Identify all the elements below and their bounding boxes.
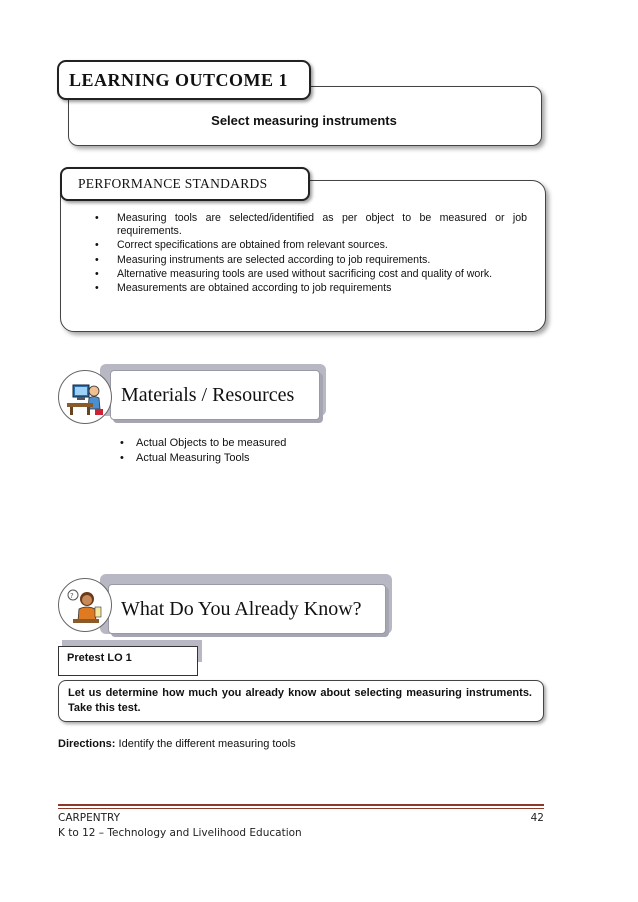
- footer-rule: [58, 804, 544, 806]
- directions-label: Directions:: [58, 738, 116, 750]
- list-item: • Alternative measuring tools are used without sacrificing cost and quality of work.: [95, 267, 493, 280]
- bullet-icon: •: [95, 212, 99, 224]
- materials-list: [120, 436, 286, 466]
- bullet-icon: •: [95, 253, 99, 266]
- footer-subject: CARPENTRY: [58, 812, 121, 824]
- list-item: • Actual Measuring Tools: [120, 452, 250, 464]
- bullet-icon: •: [95, 282, 99, 295]
- svg-text:?: ?: [70, 592, 74, 600]
- list-item: • Measuring instruments are selected according to job requirements.: [95, 253, 431, 266]
- pretest-text: Let us determine how much you already know about selecting measuring instruments. Take this test.: [68, 687, 532, 714]
- page-number: 42: [530, 812, 544, 824]
- bullet-icon: •: [95, 267, 99, 280]
- student-thinking-icon: [59, 579, 111, 631]
- list-item: • Correct specifications are obtained from relevant sources.: [95, 239, 388, 252]
- bullet-icon: •: [120, 452, 124, 464]
- performance-standards-list: [95, 212, 527, 296]
- list-item: • Actual Objects to be measured: [120, 437, 287, 449]
- directions: [58, 738, 296, 750]
- list-item: • Measuring tools are selected/identified as per object to be measured or job requirements.: [95, 212, 527, 238]
- bullet-icon: •: [120, 437, 124, 449]
- learning-outcome-tab: LEARNING OUTCOME 1: [57, 60, 311, 100]
- learning-outcome-subtitle: Select measuring instruments: [211, 113, 397, 128]
- footer-program: K to 12 – Technology and Livelihood Education: [58, 827, 302, 839]
- materials-title: Materials / Resources: [110, 370, 320, 420]
- know-title: What Do You Already Know?: [108, 584, 386, 634]
- bullet-icon: •: [95, 239, 99, 252]
- footer-rule-thin: [58, 808, 544, 809]
- know-icon-frame: [58, 578, 112, 632]
- performance-standards-tab: PERFORMANCE STANDARDS: [60, 167, 310, 201]
- list-item: • Measurements are obtained according to job requirements: [95, 282, 392, 295]
- pretest-tab: Pretest LO 1: [58, 646, 198, 676]
- directions-text: Identify the different measuring tools: [115, 738, 296, 750]
- student-computer-icon: [59, 371, 111, 423]
- materials-icon-frame: [58, 370, 112, 424]
